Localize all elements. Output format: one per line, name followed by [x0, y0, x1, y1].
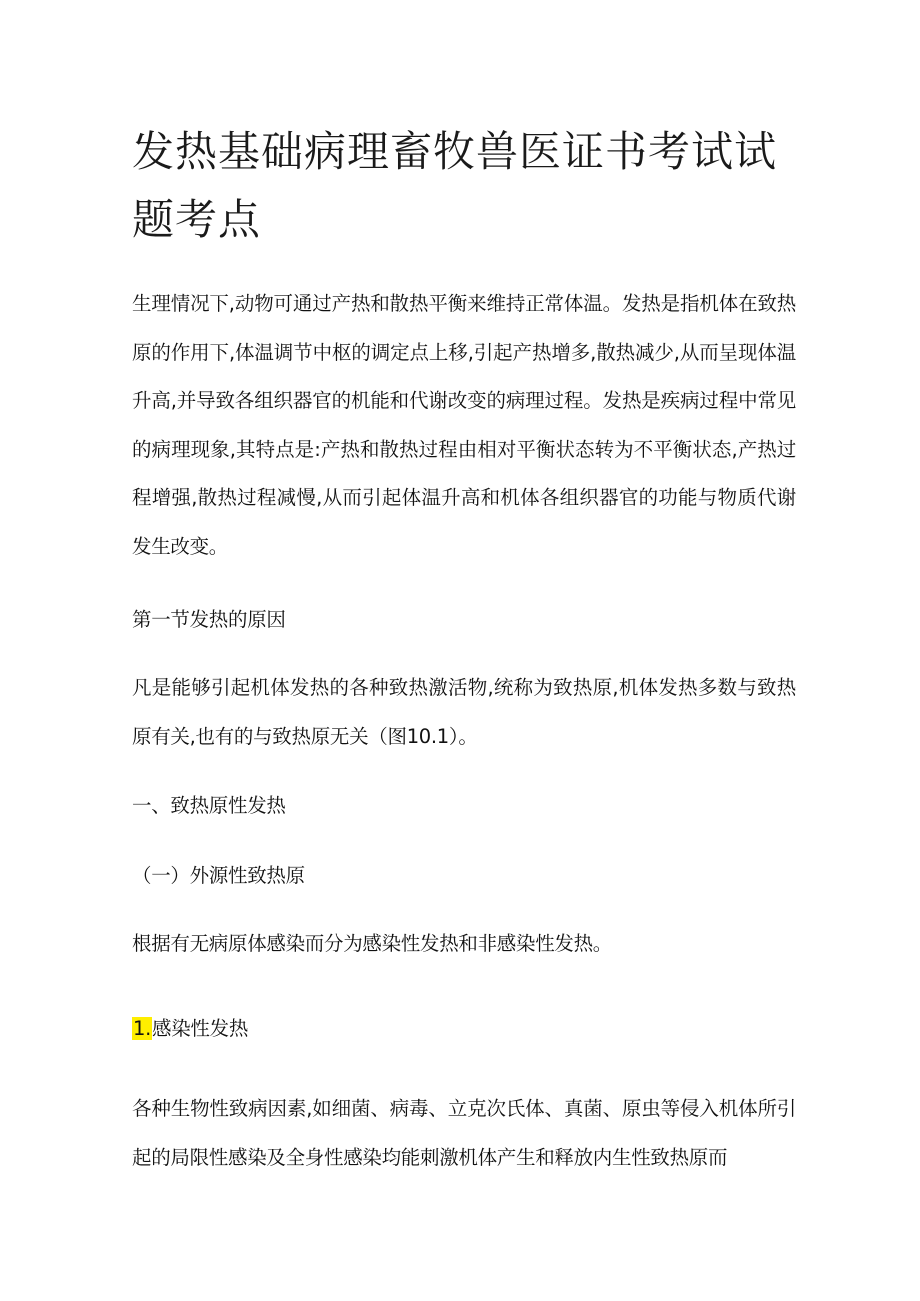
classify-paragraph: 根据有无病原体感染而分为感染性发热和非感染性发热。 [132, 932, 613, 955]
cause-paragraph: 凡是能够引起机体发热的各种致热激活物,统称为致热原,机体发热多数与致热原有关,也有的与致热原无关（图10.1）。 [132, 676, 796, 748]
heading-infectious-fever-text: 感染性发热 [152, 1017, 249, 1040]
intro-paragraph: 生理情况下,动物可通过产热和散热平衡来维持正常体温。发热是指机体在致热原的作用下,体温调节中枢的调定点上移,引起产热增多,散热减少,从而呈现体温升高,并导致各组织器官的机能和代谢改变的病理过程。发热是疾病过程中常见的病理现象,其特点是:产热和散热过程由相对平衡状态转为不平衡状态,产热过程增强,散热过程减慢,从而引起体温升高和机体各组织器官的功能与物质代谢发生改变。 [132, 292, 796, 558]
infect-paragraph: 各种生物性致病因素,如细菌、病毒、立克次氏体、真菌、原虫等侵入机体所引起的局限性感染及全身性感染均能刺激机体产生和释放内生性致热原而 [132, 1097, 796, 1169]
section-heading: 第一节发热的原因 [132, 608, 286, 631]
highlighted-number: 1. [133, 1017, 152, 1040]
heading-infectious-fever [132, 1005, 796, 1054]
heading-pyrogenic-fever: 一、致热原性发热 [132, 794, 286, 817]
document-title: 发热基础病理畜牧兽医证书考试试题考点 [132, 127, 778, 244]
heading-exogenous-pyrogen: （一）外源性致热原 [132, 864, 305, 887]
